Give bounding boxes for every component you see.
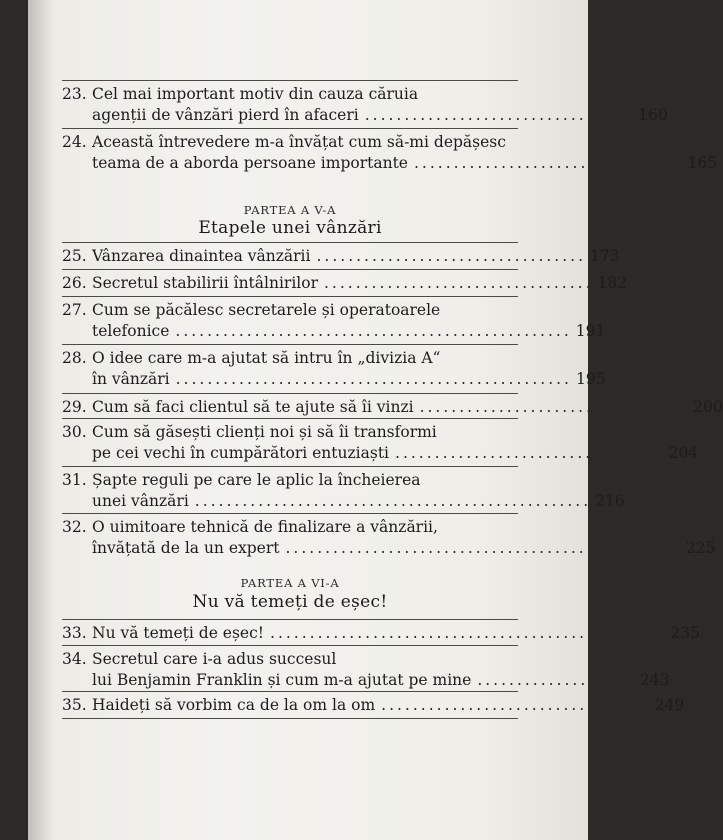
entry-title-line1: Șapte reguli pe care le aplic la încheierea	[92, 471, 421, 489]
part-label: PARTEA A VI-A	[240, 576, 340, 590]
entry-title-line1: Cum se păcălesc secretarele și operatoarele	[92, 301, 441, 319]
toc-entry-34	[62, 649, 670, 691]
leader-dots: ..................................	[316, 247, 587, 265]
entry-page: 225	[685, 539, 716, 557]
toc-entry-35	[62, 695, 685, 716]
leader-dots: ..................................	[395, 444, 665, 462]
entry-title-line1: Secretul stabilirii întâlnirilor	[92, 274, 318, 292]
rule	[62, 296, 518, 297]
toc-entry-29	[62, 397, 723, 418]
toc-entry-25	[62, 246, 620, 267]
entry-page: 249	[654, 696, 685, 714]
entry-number: 33.	[62, 624, 87, 642]
entry-title-line1: Vânzarea dinaintea vânzării	[92, 247, 311, 265]
leader-dots: ..................................................	[270, 624, 667, 642]
part-title: Etapele unei vânzări	[198, 218, 382, 238]
toc-entry-28	[62, 348, 606, 390]
rule	[62, 393, 518, 394]
toc-entry-26	[62, 273, 628, 294]
rule	[62, 418, 518, 419]
entry-page: 191	[575, 322, 606, 340]
rule	[62, 513, 518, 514]
leader-dots: ..................................................	[194, 492, 592, 510]
toc-entry-31	[62, 470, 625, 512]
entry-title-line2: lui Benjamin Franklin și cum m-a ajutat pe mine	[92, 671, 472, 689]
rule	[62, 344, 518, 345]
entry-title-line1: Nu vă temeți de eșec!	[92, 624, 265, 642]
entry-page: 182	[597, 274, 628, 292]
entry-title-line2: în vânzări	[92, 370, 170, 388]
entry-number: 26.	[62, 274, 87, 292]
entry-page: 216	[595, 492, 625, 510]
entry-title-line2: agenții de vânzări pierd în afaceri	[92, 106, 359, 124]
leader-dots: ..................................	[324, 274, 594, 292]
entry-page: 165	[687, 154, 718, 172]
leader-dots: ..................................................	[175, 370, 572, 388]
part-label: PARTEA A V-A	[243, 203, 337, 217]
entry-number: 27.	[62, 301, 87, 319]
toc-entry-30	[62, 422, 699, 464]
entry-title-line1: Cum să găsești clienți noi și să îi transformi	[92, 423, 437, 441]
entry-number: 23.	[62, 85, 87, 103]
leader-dots: ....................	[477, 671, 636, 689]
entry-title-line1: Haideți să vorbim ca de la om la om	[92, 696, 376, 714]
toc-entry-24	[62, 132, 718, 174]
leader-dots: ..................................	[381, 696, 651, 714]
leader-dots: ..................................	[413, 154, 684, 172]
entry-title-line1: O uimitoare tehnică de finalizare a vânzării,	[92, 518, 438, 536]
rule	[62, 691, 518, 692]
entry-number: 30.	[62, 423, 87, 441]
rule	[62, 242, 518, 243]
rule	[62, 619, 518, 620]
rule	[62, 80, 518, 81]
rule	[62, 128, 518, 129]
toc-entry-27	[62, 300, 606, 342]
entry-title-line1: Secretul care i-a adus succesul	[92, 650, 337, 668]
toc-entry-33	[62, 623, 700, 644]
entry-page: 235	[670, 624, 700, 642]
entry-page: 204	[668, 444, 699, 462]
rule	[62, 269, 518, 270]
entry-title-line1: Cel mai important motiv din cauza căruia	[92, 85, 419, 103]
entry-number: 34.	[62, 650, 87, 668]
rule	[62, 466, 518, 467]
entry-number: 32.	[62, 518, 87, 536]
entry-page: 173	[590, 247, 620, 265]
entry-number: 35.	[62, 696, 87, 714]
entry-title-line2: învățată de la un expert	[92, 539, 280, 557]
entry-number: 28.	[62, 349, 87, 367]
part-title: Nu vă temeți de eșec!	[192, 592, 388, 612]
entry-number: 29.	[62, 398, 87, 416]
entry-page: 195	[575, 370, 606, 388]
entry-page: 200	[693, 398, 723, 416]
entry-title-line1: O idee care m-a ajutat să intru în „divizia A“	[92, 349, 441, 367]
leader-dots: ..................................................	[175, 322, 572, 340]
entry-number: 24.	[62, 133, 87, 151]
entry-number: 31.	[62, 471, 87, 489]
entry-number: 25.	[62, 247, 87, 265]
entry-title-line1: Cum să faci clientul să te ajute să îi vinzi	[92, 398, 414, 416]
toc-entry-32	[62, 517, 716, 559]
rule	[62, 645, 518, 646]
spine-shadow	[28, 0, 54, 840]
leader-dots: ..................................................	[285, 539, 682, 557]
entry-page: 160	[638, 106, 668, 124]
entry-page: 243	[639, 671, 670, 689]
entry-title-line2: teama de a aborda persoane importante	[92, 154, 408, 172]
entry-title-line2: unei vânzări	[92, 492, 189, 510]
rule	[62, 718, 518, 719]
leader-dots: ..................................	[419, 398, 690, 416]
entry-title-line1: Această întrevedere m-a învățat cum să-mi depășesc	[92, 133, 506, 151]
toc-entry-23	[62, 84, 668, 126]
entry-title-line2: pe cei vechi în cumpărători entuziaști	[92, 444, 390, 462]
leader-dots: ..................................	[364, 106, 635, 124]
entry-title-line2: telefonice	[92, 322, 170, 340]
